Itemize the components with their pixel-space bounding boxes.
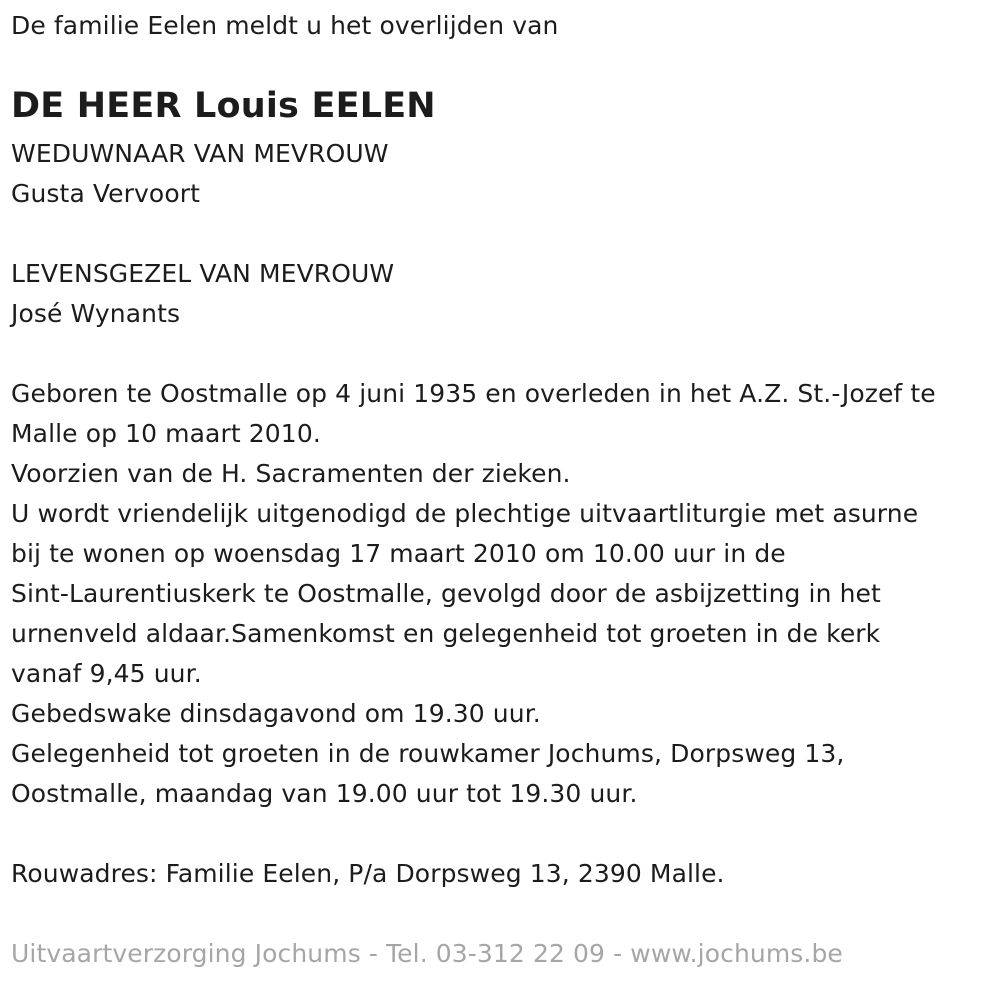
partner-title: LEVENSGEZEL VAN MEVROUW — [11, 259, 395, 288]
body-line: Gelegenheid tot groeten in de rouwkamer Jochums, Dorpsweg 13, — [11, 739, 845, 768]
body-line: Malle op 10 maart 2010. — [11, 419, 321, 448]
body-line: U wordt vriendelijk uitgenodigd de plechtige uitvaartliturgie met asurne — [11, 499, 919, 528]
partner-name: José Wynants — [11, 299, 181, 328]
body-line: Geboren te Oostmalle op 4 juni 1935 en overleden in het A.Z. St.-Jozef te — [11, 379, 936, 408]
intro-line: De familie Eelen meldt u het overlijden van — [11, 11, 559, 40]
body-line: urnenveld aldaar.Samenkomst en gelegenheid tot groeten in de kerk — [11, 619, 881, 648]
body-line: vanaf 9,45 uur. — [11, 659, 202, 688]
body-line: Oostmalle, maandag van 19.00 uur tot 19.30 uur. — [11, 779, 638, 808]
funeral-home-footer: Uitvaartverzorging Jochums - Tel. 03-312 22 09 - www.jochums.be — [11, 939, 843, 968]
body-line: Gebedswake dinsdagavond om 19.30 uur. — [11, 699, 541, 728]
partner-section — [11, 254, 394, 334]
spouse-name: Gusta Vervoort — [11, 179, 200, 208]
widower-section — [11, 134, 389, 214]
body-line: bij te wonen op woensdag 17 maart 2010 om 10.00 uur in de — [11, 539, 786, 568]
body-line: Voorzien van de H. Sacramenten der zieken. — [11, 459, 571, 488]
widower-title: WEDUWNAAR VAN MEVROUW — [11, 139, 389, 168]
deceased-name: DE HEER Louis EELEN — [11, 86, 436, 126]
ceremony-details — [11, 374, 936, 814]
mourning-address: Rouwadres: Familie Eelen, P/a Dorpsweg 13, 2390 Malle. — [11, 859, 725, 888]
body-line: Sint-Laurentiuskerk te Oostmalle, gevolgd door de asbijzetting in het — [11, 579, 881, 608]
